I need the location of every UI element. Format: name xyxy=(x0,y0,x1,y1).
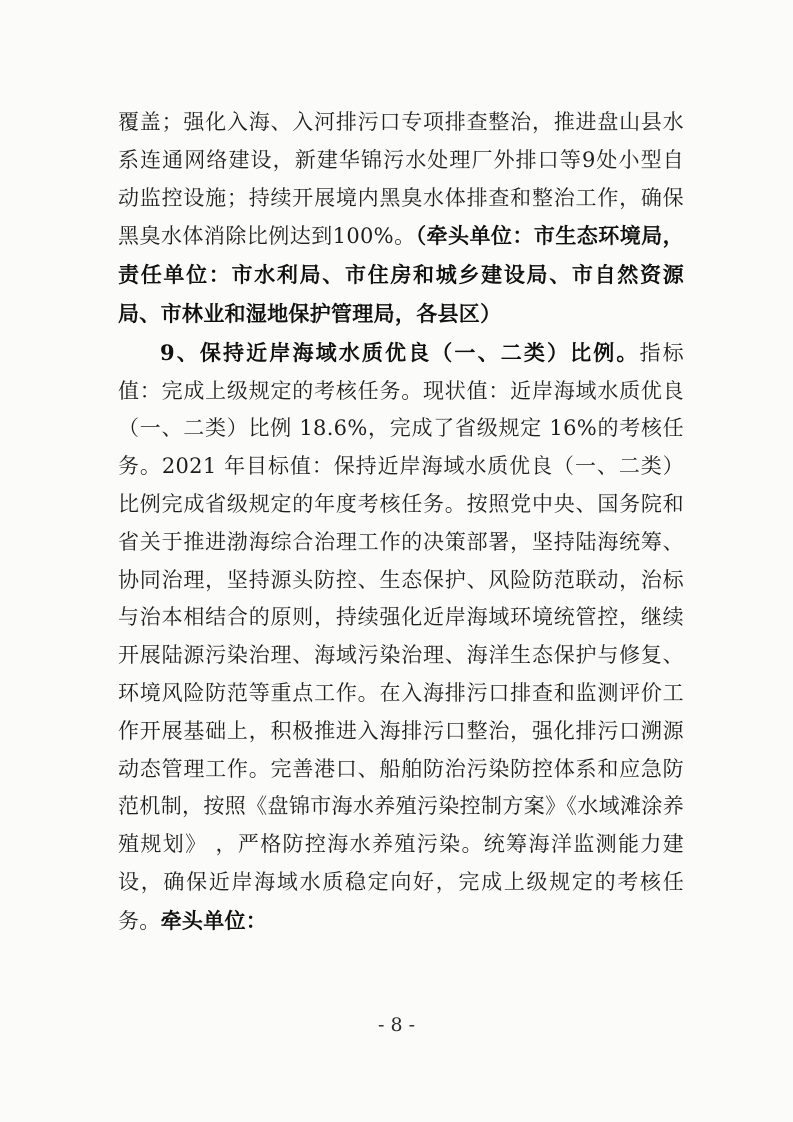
paragraph-2-text: 指标值：完成上级规定的考核任务。现状值：近岸海域水质优良（一、二类）比例 18.6%，完成了省级规定 16%的考核任务。2021 年目标值：保持近岸海域水质优良（一、二类）比例完成省级规定的年度考核任务。按照党中央、国务院和省关于推进渤海综合治理工作的决策部署，坚持陆海统筹、协同治理，坚持源头防控、生态保护、风险防范联动，治标与治本相结合的原则，持续强化近岸海域环境统管控，继续开展陆源污染治理、海域污染治理、海洋生态保护与修复、环境风险防范等重点工作。在入海排污口排查和监测评价工作开展基础上，积极推进入海排污口整治，强化排污口溯源动态管理工作。完善港口、船舶防治污染防控体系和应急防范机制，按照《盘锦市海水养殖污染控制方案》《水域滩涂养殖规划》 ，严格防控海水养殖污染。统筹海洋监测能力建设，确保近岸海域水质稳定向好，完成上级规定的考核任务。 xyxy=(118,340,684,933)
body-text xyxy=(118,104,684,941)
paragraph-1 xyxy=(118,104,684,334)
paragraph-2-heading: 9、保持近岸海域水质优良（一、二类）比例。 xyxy=(160,339,640,365)
paragraph-2-lead-unit-label: 牵头单位： xyxy=(160,907,268,933)
paragraph-1-responsible-units: （牵头单位：市生态环境局，责任单位：市水利局、市住房和城乡建设局、市自然资源局、市林业和湿地保护管理局，各县区） xyxy=(118,223,684,326)
paragraph-1-text: 覆盖；强化入海、入河排污口专项排查整治，推进盘山县水系连通网络建设，新建华锦污水处理厂外排口等9处小型自动监控设施；持续开展境内黑臭水体排查和整治工作，确保黑臭水体消除比例达到100%。 xyxy=(118,110,684,249)
paragraph-2 xyxy=(118,334,684,941)
page-number: - 8 - xyxy=(377,1014,415,1036)
